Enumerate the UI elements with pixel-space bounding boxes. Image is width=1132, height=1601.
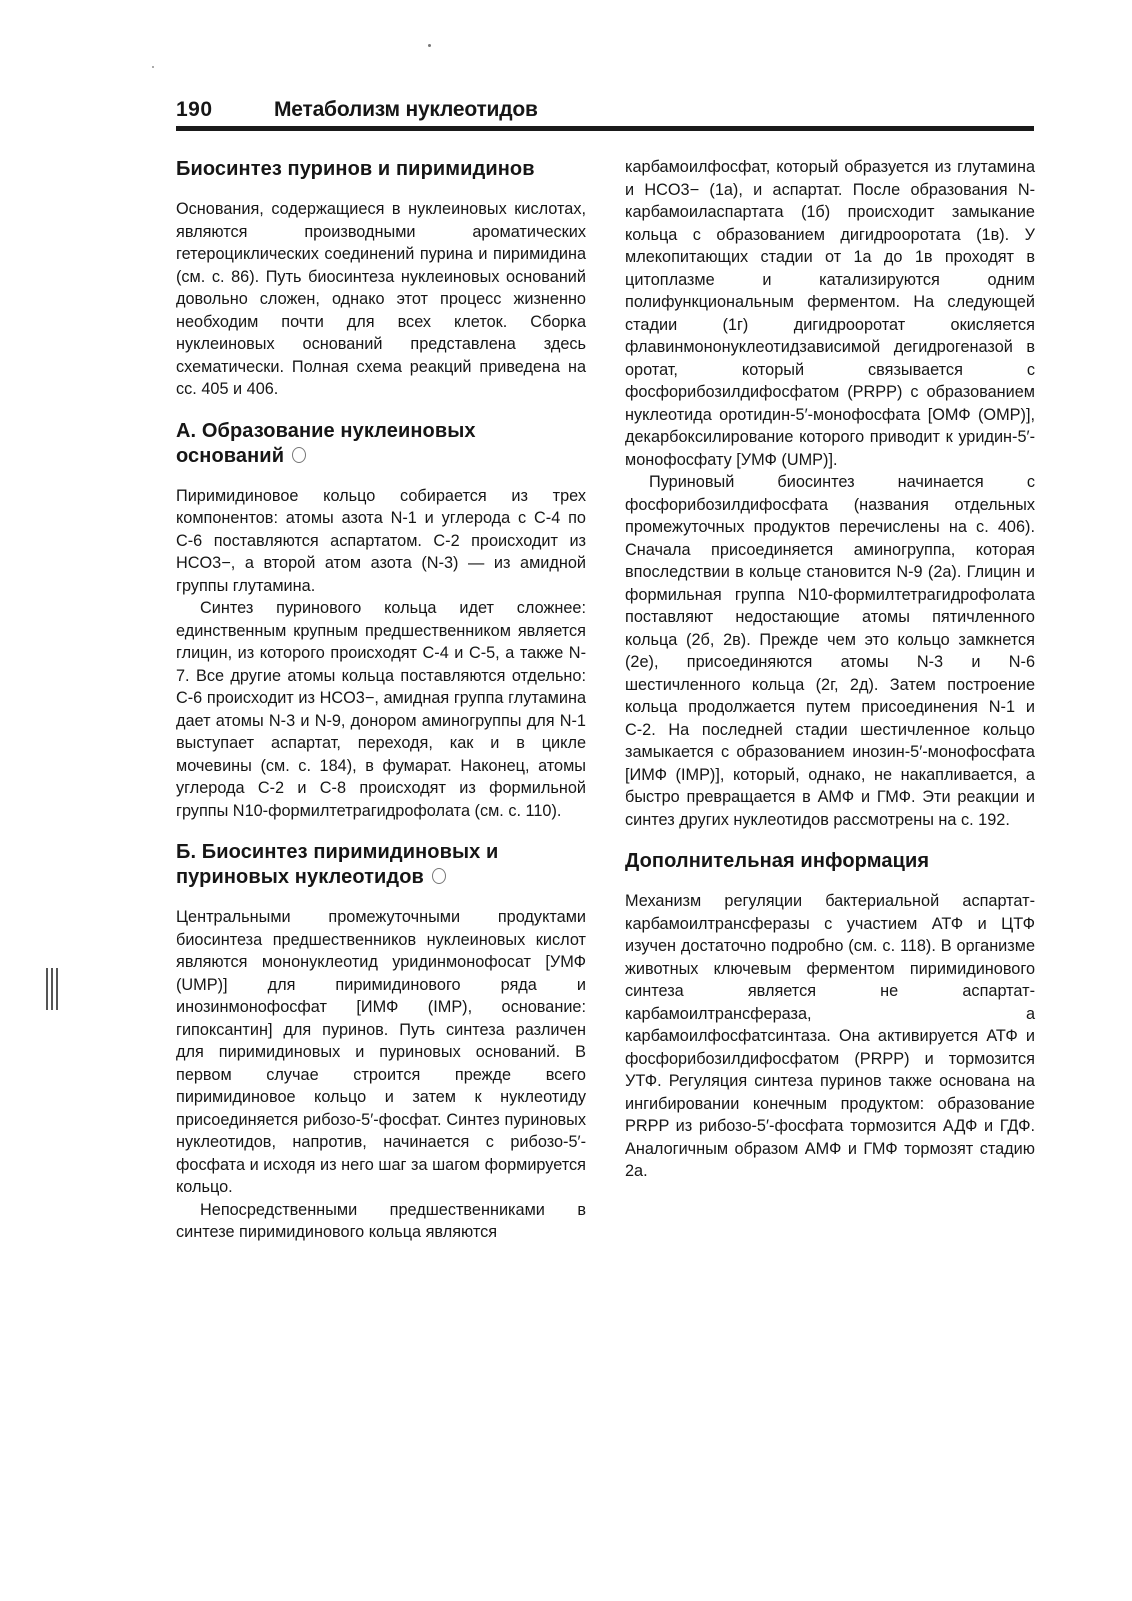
- binder-marks: [44, 968, 60, 1010]
- section-b-paragraph-1: Центральными промежуточными продуктами биосинтеза предшественников нуклеиновых кислот являются мононуклеотид уридинмонофосат [УМФ (UMP)] для пиримидинового ряда и инозинмонофосфат [ИМФ (IMP), основание: гипоксантин] для пуринов. Путь синтеза различен для пиримидиновых и пуриновых оснований. В первом случае строится прежде всего пиримидиновое кольцо и затем к нуклеотиду присоединяется рибозо-5′-фосфат. Синтез пуриновых нуклеотидов, напротив, начинается с рибозо-5′-фосфата и исходя из него шаг за шагом формируется кольцо.: [176, 908, 586, 1196]
- circle-marker-icon: [292, 447, 306, 463]
- right-paragraph-2: Пуриновый биосинтез начинается с фосфорибозилдифосфата (названия отдельных промежуточных продуктов перечислены на с. 406). Сначала присоединяется аминогруппа, которая впоследствии в кольце становится N-9 (2а). Глицин и формильная группа N10-формилтетрагидрофолата поставляют недостающие атомы пятичленного кольца (2б, 2в). Прежде чем это кольцо замкнется (2е), присоединяются атомы N-3 и N-6 шестичленного кольца (2г, 2д). Затем построение кольца продолжается путем присоединения N-1 и С-2. На последней стадии шестичленное кольцо замыкается с образованием инозин-5′-монофосфата [ИМФ (IMP)], который, однако, не накапливается, а быстро превращается в АМФ и ГМФ. Эти реакции и синтез других нуклеотидов рассмотрены на с. 192.: [625, 473, 1035, 829]
- running-title: Метаболизм нуклеотидов: [274, 98, 538, 121]
- intro-paragraph: Основания, содержащиеся в нуклеиновых кислотах, являются производными ароматических гетероциклических соединений пурина и пиримидина (см. с. 86). Путь биосинтеза нуклеиновых оснований довольно сложен, однако этот процесс жизненно необходим почти для всех клеток. Сборка нуклеиновых оснований представлена здесь схематически. Полная схема реакций приведена на сс. 405 и 406.: [176, 200, 586, 398]
- additional-info-heading: Дополнительная информация: [625, 850, 930, 872]
- section-a-paragraph-1: Пиримидиновое кольцо собирается из трех компонентов: атомы азота N-1 и углерода с С-4 по С-6 поставляются аспартатом. С-2 происходит из HCO3−, а второй атом азота (N-3) — из амидной группы глутамина.: [176, 486, 586, 595]
- circle-marker-icon: [432, 868, 446, 884]
- right-column: [625, 156, 1035, 1183]
- page-header: [176, 96, 1033, 130]
- scan-speck: [152, 66, 154, 68]
- section-a-paragraph-2: Синтез пуринового кольца идет сложнее: единственным крупным предшественником является глицин, из которого происходят С-4 и С-5, а также N-7. Все другие атомы кольца поставляются отдельно: С-6 происходит из HCO3−, амидная группа глутамина дает атомы N-3 и N-9, донором аминогруппы для N-1 выступает аспартат, переходя, как и в цикле мочевины (см. с. 184), в фумарат. Наконец, атомы углерода С-2 и С-8 происходят из формильной группы N10-формилтетрагидрофолата (см. с. 110).: [176, 599, 586, 820]
- additional-info-paragraph: Механизм регуляции бактериальной аспартат-карбамоилтрансферазы с участием АТФ и ЦТФ изучен достаточно подробно (см. с. 118). В организме животных ключевым ферментом пиримидинового синтеза является не аспартат-карбамоилтрансфераза, а карбамоилфосфатсинтаза. Она активируется АТФ и фосфорибозилдифосфатом (PRPP) и тормозится УТФ. Регуляция синтеза пуринов также основана на ингибировании конечным продуктом: образование PRPP из рибозо-5′-фосфата тормозится АДФ и ГДФ. Аналогичным образом АМФ и ГМФ тормозят стадию 2а.: [625, 892, 1035, 1180]
- section-b-paragraph-2: Непосредственными предшественниками в синтезе пиримидинового кольца являются: [176, 1200, 586, 1241]
- right-paragraph-1: карбамоилфосфат, который образуется из глутамина и HCO3− (1а), и аспартат. После образования N-карбамоиласпартата (1б) происходит замыкание кольца с образованием дигидрооротата (1в). У млекопитающих стадии от 1а до 1в проходят в цитоплазме и катализируются одним полифункциональным ферментом. На следующей стадии (1г) дигидрооротат окисляется флавинмононуклеотидзависимой дегидрогеназой в оротат, который связывается с фосфорибозилдифосфатом (PRPP) с образованием нуклеотида оротидин-5′-монофосфата [ОМФ (OMP)], декарбоксилирование которого приводит к уридин-5′-монофосфату [УМФ (UMP)].: [625, 158, 1035, 469]
- scan-speck: [428, 44, 431, 47]
- main-heading: Биосинтез пуринов и пиримидинов: [176, 158, 535, 180]
- left-column: [176, 156, 586, 1244]
- page-number: 190: [176, 98, 213, 121]
- header-rule: [176, 126, 1034, 131]
- section-b-heading: [176, 840, 586, 890]
- section-b-heading-text: Б. Биосинтез пиримидиновых и пуриновых нуклеотидов: [176, 841, 499, 888]
- section-a-heading-text: А. Образование нуклеиновых оснований: [176, 419, 476, 467]
- section-a-heading: [176, 419, 586, 469]
